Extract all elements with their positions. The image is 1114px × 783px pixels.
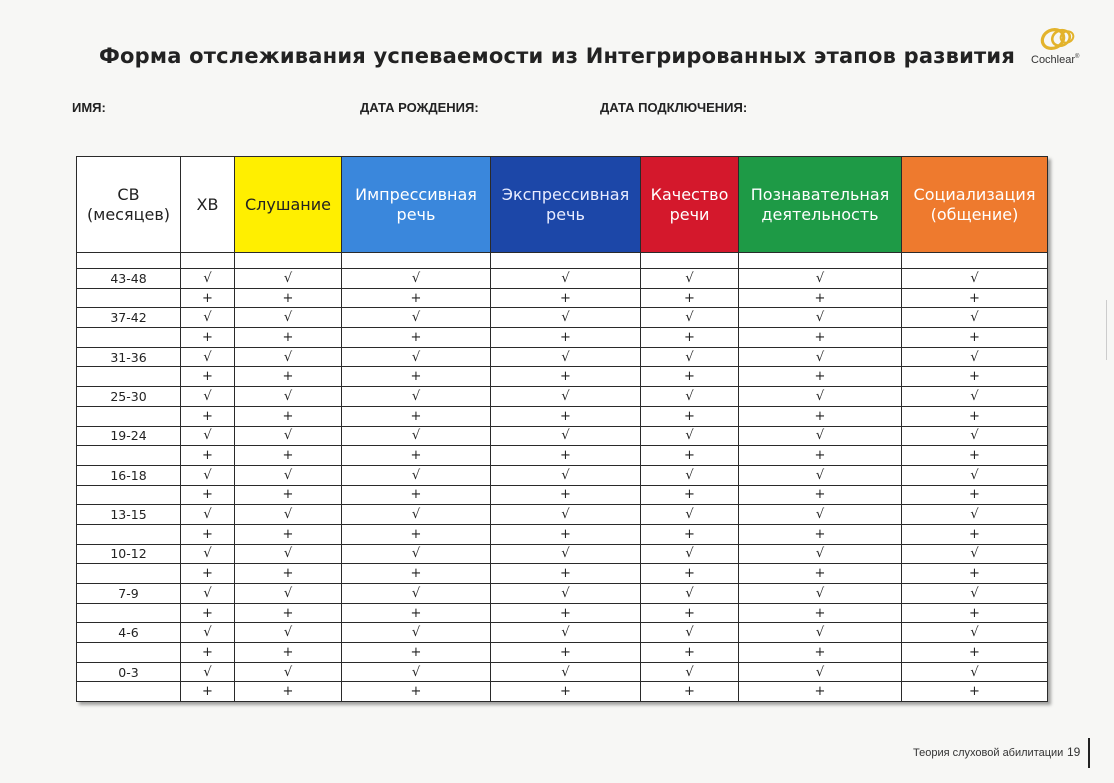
plus-mark-cell[interactable]: + [739, 485, 902, 505]
check-mark-cell[interactable]: √ [491, 623, 641, 643]
column-header: Качество речи [641, 157, 739, 253]
plus-mark-cell[interactable]: + [491, 524, 641, 544]
name-field-label: ИМЯ: [72, 100, 106, 115]
check-mark-cell[interactable]: √ [235, 347, 342, 367]
table-row [77, 584, 1048, 604]
check-mark-cell[interactable]: √ [235, 269, 342, 289]
check-mark-cell[interactable]: √ [902, 505, 1048, 525]
table-header-row [77, 157, 1048, 253]
plus-mark-cell[interactable]: + [342, 406, 491, 426]
table-row [77, 603, 1048, 623]
plus-mark-cell[interactable]: + [902, 524, 1048, 544]
age-range-cell [77, 288, 181, 308]
check-mark-cell[interactable]: √ [342, 308, 491, 328]
table-row [77, 524, 1048, 544]
table-row [77, 564, 1048, 584]
plus-mark-cell[interactable]: + [902, 367, 1048, 387]
plus-mark-cell[interactable]: + [902, 288, 1048, 308]
empty-cell [902, 253, 1048, 269]
check-mark-cell[interactable]: √ [641, 269, 739, 289]
age-range-cell: 25-30 [77, 387, 181, 407]
table-row [77, 643, 1048, 663]
check-mark-cell[interactable]: √ [491, 387, 641, 407]
plus-mark-cell[interactable]: + [181, 524, 235, 544]
check-mark-cell[interactable]: √ [181, 505, 235, 525]
plus-mark-cell[interactable]: + [641, 682, 739, 702]
plus-mark-cell[interactable]: + [235, 564, 342, 584]
check-mark-cell[interactable]: √ [641, 465, 739, 485]
plus-mark-cell[interactable]: + [739, 367, 902, 387]
plus-mark-cell[interactable]: + [641, 643, 739, 663]
plus-mark-cell[interactable]: + [342, 288, 491, 308]
check-mark-cell[interactable]: √ [739, 347, 902, 367]
footer-divider [1088, 738, 1090, 768]
column-header: Импрессивная речь [342, 157, 491, 253]
plus-mark-cell[interactable]: + [235, 682, 342, 702]
check-mark-cell[interactable]: √ [902, 426, 1048, 446]
spacer-row [77, 253, 1048, 269]
check-mark-cell[interactable]: √ [235, 387, 342, 407]
check-mark-cell[interactable]: √ [739, 308, 902, 328]
column-header: Социализация (общение) [902, 157, 1048, 253]
check-mark-cell[interactable]: √ [235, 623, 342, 643]
check-mark-cell[interactable]: √ [902, 544, 1048, 564]
page-number: 19 [1067, 745, 1081, 759]
check-mark-cell[interactable]: √ [491, 308, 641, 328]
plus-mark-cell[interactable]: + [739, 328, 902, 348]
check-mark-cell[interactable]: √ [902, 465, 1048, 485]
check-mark-cell[interactable]: √ [181, 387, 235, 407]
check-mark-cell[interactable]: √ [491, 465, 641, 485]
check-mark-cell[interactable]: √ [491, 584, 641, 604]
age-range-cell [77, 328, 181, 348]
check-mark-cell[interactable]: √ [342, 387, 491, 407]
plus-mark-cell[interactable]: + [342, 446, 491, 466]
check-mark-cell[interactable]: √ [739, 505, 902, 525]
age-range-cell [77, 603, 181, 623]
plus-mark-cell[interactable]: + [235, 643, 342, 663]
plus-mark-cell[interactable]: + [491, 643, 641, 663]
age-range-cell: 7-9 [77, 584, 181, 604]
check-mark-cell[interactable]: √ [342, 584, 491, 604]
age-range-cell: 10-12 [77, 544, 181, 564]
table-row [77, 662, 1048, 682]
plus-mark-cell[interactable]: + [342, 643, 491, 663]
age-range-cell [77, 564, 181, 584]
check-mark-cell[interactable]: √ [235, 662, 342, 682]
check-mark-cell[interactable]: √ [641, 662, 739, 682]
check-mark-cell[interactable]: √ [641, 426, 739, 446]
check-mark-cell[interactable]: √ [739, 426, 902, 446]
plus-mark-cell[interactable]: + [902, 643, 1048, 663]
plus-mark-cell[interactable]: + [739, 446, 902, 466]
check-mark-cell[interactable]: √ [342, 662, 491, 682]
plus-mark-cell[interactable]: + [491, 288, 641, 308]
check-mark-cell[interactable]: √ [342, 465, 491, 485]
plus-mark-cell[interactable]: + [902, 682, 1048, 702]
check-mark-cell[interactable]: √ [739, 269, 902, 289]
plus-mark-cell[interactable]: + [235, 288, 342, 308]
empty-cell [641, 253, 739, 269]
check-mark-cell[interactable]: √ [641, 505, 739, 525]
check-mark-cell[interactable]: √ [491, 269, 641, 289]
plus-mark-cell[interactable]: + [491, 682, 641, 702]
plus-mark-cell[interactable]: + [739, 682, 902, 702]
plus-mark-cell[interactable]: + [902, 406, 1048, 426]
plus-mark-cell[interactable]: + [739, 643, 902, 663]
plus-mark-cell[interactable]: + [235, 485, 342, 505]
check-mark-cell[interactable]: √ [235, 426, 342, 446]
plus-mark-cell[interactable]: + [181, 328, 235, 348]
page-title: Форма отслеживания успеваемости из Интегрированных этапов развития [98, 44, 1016, 68]
plus-mark-cell[interactable]: + [641, 288, 739, 308]
plus-mark-cell[interactable]: + [902, 485, 1048, 505]
check-mark-cell[interactable]: √ [235, 505, 342, 525]
table-row [77, 328, 1048, 348]
column-header: Экспрессивная речь [491, 157, 641, 253]
age-range-cell: 31-36 [77, 347, 181, 367]
plus-mark-cell[interactable]: + [181, 682, 235, 702]
column-header: Познавательная деятельность [739, 157, 902, 253]
plus-mark-cell[interactable]: + [342, 603, 491, 623]
plus-mark-cell[interactable]: + [342, 367, 491, 387]
check-mark-cell[interactable]: √ [235, 584, 342, 604]
table-row [77, 387, 1048, 407]
plus-mark-cell[interactable]: + [491, 328, 641, 348]
plus-mark-cell[interactable]: + [181, 603, 235, 623]
age-range-cell [77, 446, 181, 466]
table-row [77, 485, 1048, 505]
age-range-cell [77, 643, 181, 663]
check-mark-cell[interactable]: √ [491, 505, 641, 525]
age-range-cell [77, 367, 181, 387]
plus-mark-cell[interactable]: + [491, 564, 641, 584]
empty-cell [235, 253, 342, 269]
table-row [77, 367, 1048, 387]
check-mark-cell[interactable]: √ [181, 662, 235, 682]
age-range-cell: 4-6 [77, 623, 181, 643]
plus-mark-cell[interactable]: + [491, 485, 641, 505]
plus-mark-cell[interactable]: + [181, 564, 235, 584]
column-header: ХВ [181, 157, 235, 253]
check-mark-cell[interactable]: √ [902, 269, 1048, 289]
check-mark-cell[interactable]: √ [739, 544, 902, 564]
check-mark-cell[interactable]: √ [342, 544, 491, 564]
check-mark-cell[interactable]: √ [181, 269, 235, 289]
plus-mark-cell[interactable]: + [641, 524, 739, 544]
plus-mark-cell[interactable]: + [181, 288, 235, 308]
check-mark-cell[interactable]: √ [181, 347, 235, 367]
plus-mark-cell[interactable]: + [739, 524, 902, 544]
age-range-cell [77, 485, 181, 505]
plus-mark-cell[interactable]: + [902, 328, 1048, 348]
table-row [77, 406, 1048, 426]
check-mark-cell[interactable]: √ [902, 623, 1048, 643]
check-mark-cell[interactable]: √ [342, 347, 491, 367]
brand-name: Cochlear® [1031, 54, 1080, 66]
plus-mark-cell[interactable]: + [235, 524, 342, 544]
table-row [77, 308, 1048, 328]
check-mark-cell[interactable]: √ [342, 269, 491, 289]
plus-mark-cell[interactable]: + [491, 406, 641, 426]
plus-mark-cell[interactable]: + [491, 367, 641, 387]
plus-mark-cell[interactable]: + [739, 288, 902, 308]
empty-cell [77, 253, 181, 269]
check-mark-cell[interactable]: √ [902, 347, 1048, 367]
check-mark-cell[interactable]: √ [181, 544, 235, 564]
plus-mark-cell[interactable]: + [181, 485, 235, 505]
check-mark-cell[interactable]: √ [342, 505, 491, 525]
plus-mark-cell[interactable]: + [739, 564, 902, 584]
check-mark-cell[interactable]: √ [902, 662, 1048, 682]
plus-mark-cell[interactable]: + [902, 603, 1048, 623]
footer-book-title: Теория слуховой абилитации [913, 747, 1064, 759]
plus-mark-cell[interactable]: + [491, 603, 641, 623]
plus-mark-cell[interactable]: + [342, 328, 491, 348]
page-edge-mark [1106, 300, 1107, 360]
table-row [77, 288, 1048, 308]
plus-mark-cell[interactable]: + [739, 603, 902, 623]
age-range-cell [77, 682, 181, 702]
check-mark-cell[interactable]: √ [491, 662, 641, 682]
check-mark-cell[interactable]: √ [739, 584, 902, 604]
age-range-cell: 43-48 [77, 269, 181, 289]
check-mark-cell[interactable]: √ [739, 662, 902, 682]
check-mark-cell[interactable]: √ [342, 623, 491, 643]
check-mark-cell[interactable]: √ [235, 465, 342, 485]
plus-mark-cell[interactable]: + [739, 406, 902, 426]
check-mark-cell[interactable]: √ [181, 465, 235, 485]
plus-mark-cell[interactable]: + [641, 328, 739, 348]
check-mark-cell[interactable]: √ [641, 544, 739, 564]
plus-mark-cell[interactable]: + [641, 564, 739, 584]
check-mark-cell[interactable]: √ [902, 308, 1048, 328]
table-row [77, 465, 1048, 485]
plus-mark-cell[interactable]: + [181, 406, 235, 426]
age-range-cell: 0-3 [77, 662, 181, 682]
table-row [77, 426, 1048, 446]
birth-date-field-label: ДАТА РОЖДЕНИЯ: [360, 100, 479, 115]
plus-mark-cell[interactable]: + [902, 446, 1048, 466]
check-mark-cell[interactable]: √ [739, 387, 902, 407]
check-mark-cell[interactable]: √ [181, 584, 235, 604]
empty-cell [342, 253, 491, 269]
age-range-cell: 13-15 [77, 505, 181, 525]
age-range-cell: 16-18 [77, 465, 181, 485]
plus-mark-cell[interactable]: + [641, 485, 739, 505]
table-row [77, 682, 1048, 702]
plus-mark-cell[interactable]: + [902, 564, 1048, 584]
plus-mark-cell[interactable]: + [342, 682, 491, 702]
empty-cell [181, 253, 235, 269]
check-mark-cell[interactable]: √ [235, 308, 342, 328]
table-row [77, 446, 1048, 466]
column-header: СВ (месяцев) [77, 157, 181, 253]
age-range-cell: 37-42 [77, 308, 181, 328]
check-mark-cell[interactable]: √ [491, 544, 641, 564]
check-mark-cell[interactable]: √ [641, 308, 739, 328]
check-mark-cell[interactable]: √ [641, 387, 739, 407]
plus-mark-cell[interactable]: + [641, 446, 739, 466]
progress-tracking-table [76, 156, 1048, 702]
plus-mark-cell[interactable]: + [235, 328, 342, 348]
plus-mark-cell[interactable]: + [342, 524, 491, 544]
age-range-cell [77, 406, 181, 426]
plus-mark-cell[interactable]: + [181, 446, 235, 466]
plus-mark-cell[interactable]: + [641, 367, 739, 387]
plus-mark-cell[interactable]: + [641, 406, 739, 426]
column-header: Слушание [235, 157, 342, 253]
table-row [77, 269, 1048, 289]
check-mark-cell[interactable]: √ [739, 465, 902, 485]
plus-mark-cell[interactable]: + [235, 603, 342, 623]
table-row [77, 623, 1048, 643]
check-mark-cell[interactable]: √ [491, 426, 641, 446]
plus-mark-cell[interactable]: + [235, 367, 342, 387]
plus-mark-cell[interactable]: + [342, 564, 491, 584]
check-mark-cell[interactable]: √ [739, 623, 902, 643]
check-mark-cell[interactable]: √ [181, 308, 235, 328]
table-row [77, 505, 1048, 525]
check-mark-cell[interactable]: √ [641, 623, 739, 643]
empty-cell [491, 253, 641, 269]
check-mark-cell[interactable]: √ [641, 347, 739, 367]
plus-mark-cell[interactable]: + [181, 643, 235, 663]
check-mark-cell[interactable]: √ [342, 426, 491, 446]
plus-mark-cell[interactable]: + [491, 446, 641, 466]
check-mark-cell[interactable]: √ [902, 387, 1048, 407]
check-mark-cell[interactable]: √ [181, 426, 235, 446]
age-range-cell [77, 524, 181, 544]
connection-date-field-label: ДАТА ПОДКЛЮЧЕНИЯ: [600, 100, 748, 115]
plus-mark-cell[interactable]: + [235, 446, 342, 466]
check-mark-cell[interactable]: √ [491, 347, 641, 367]
check-mark-cell[interactable]: √ [641, 584, 739, 604]
age-range-cell: 19-24 [77, 426, 181, 446]
check-mark-cell[interactable]: √ [902, 584, 1048, 604]
check-mark-cell[interactable]: √ [235, 544, 342, 564]
plus-mark-cell[interactable]: + [235, 406, 342, 426]
plus-mark-cell[interactable]: + [342, 485, 491, 505]
check-mark-cell[interactable]: √ [181, 623, 235, 643]
empty-cell [739, 253, 902, 269]
table-row [77, 544, 1048, 564]
table-row [77, 347, 1048, 367]
plus-mark-cell[interactable]: + [641, 603, 739, 623]
plus-mark-cell[interactable]: + [181, 367, 235, 387]
